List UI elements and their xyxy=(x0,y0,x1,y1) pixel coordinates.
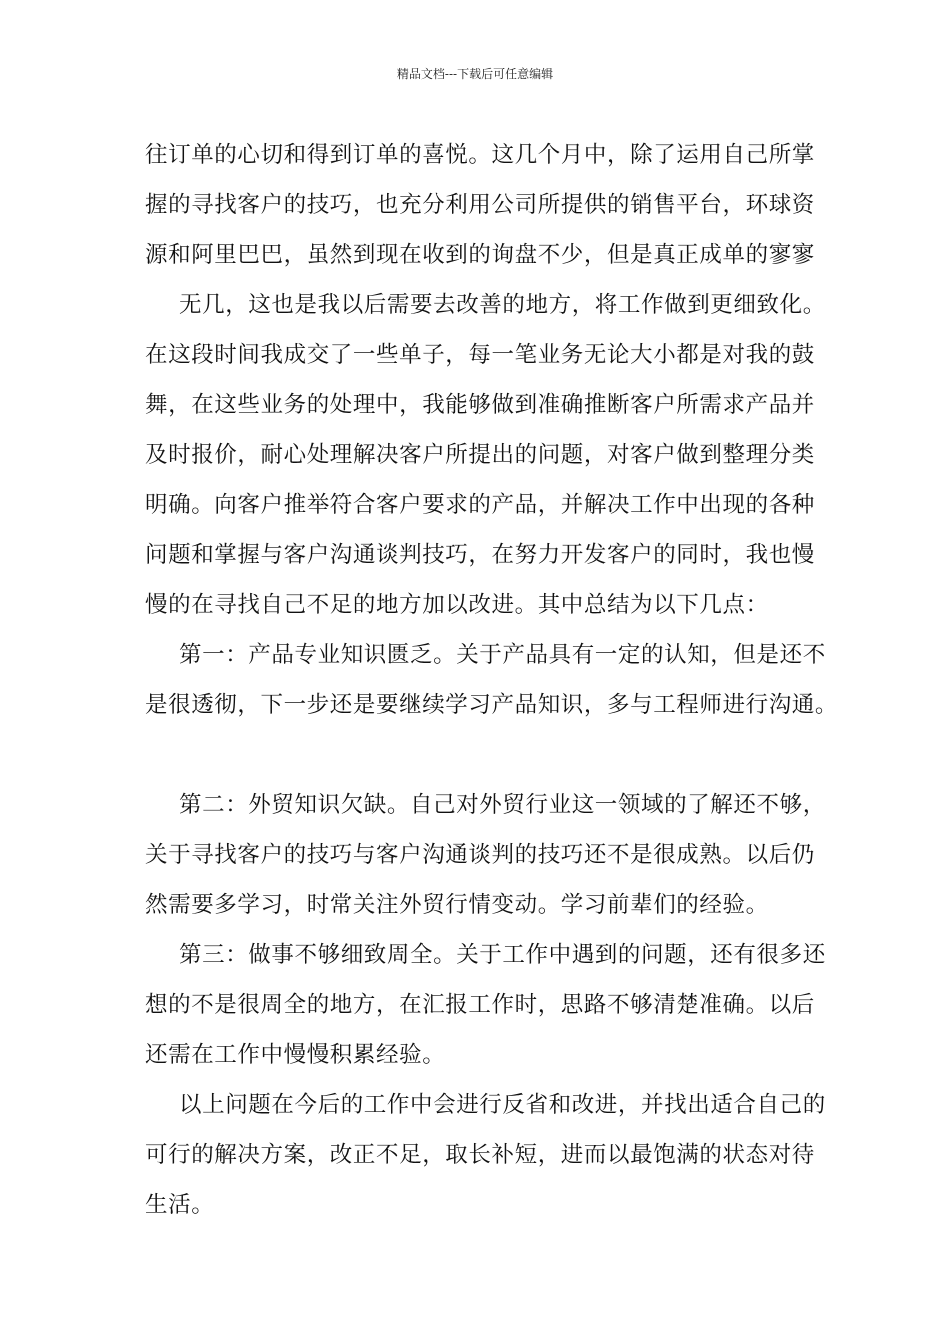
paragraph xyxy=(145,930,825,1080)
text-line: 可行的解决方案，改正不足，取长补短，进而以最饱满的状态对待 xyxy=(145,1142,815,1168)
text-line: 及时报价，耐心处理解决客户所提出的问题，对客户做到整理分类 xyxy=(145,442,815,468)
text-line: 往订单的心切和得到订单的喜悦。这几个月中，除了运用自己所掌 xyxy=(145,142,815,168)
paragraph xyxy=(145,280,825,630)
paragraph xyxy=(145,130,825,280)
text-line: 明确。向客户推举符合客户要求的产品，并解决工作中出现的各种 xyxy=(145,492,815,518)
text-line: 舞，在这些业务的处理中，我能够做到准确推断客户所需求产品并 xyxy=(145,392,815,418)
page-header: 精品文档---下载后可任意编辑 xyxy=(396,67,554,81)
paragraph xyxy=(145,1080,825,1230)
document-body xyxy=(145,130,839,1230)
text-line: 问题和掌握与客户沟通谈判技巧，在努力开发客户的同时，我也慢 xyxy=(145,542,815,568)
text-line: 关于寻找客户的技巧与客户沟通谈判的技巧还不是很成熟。以后仍 xyxy=(145,842,815,868)
text-line: 还需在工作中慢慢积累经验。 xyxy=(145,1042,446,1068)
text-line: 源和阿里巴巴，虽然到现在收到的询盘不少，但是真正成单的寥寥 xyxy=(145,242,815,268)
paragraph-gap xyxy=(145,730,825,780)
text-line: 在这段时间我成交了一些单子，每一笔业务无论大小都是对我的鼓 xyxy=(145,342,815,368)
text-line: 慢的在寻找自己不足的地方加以改进。其中总结为以下几点： xyxy=(145,592,769,618)
text-line: 然需要多学习，时常关注外贸行情变动。学习前辈们的经验。 xyxy=(145,892,769,918)
text-line: 以上问题在今后的工作中会进行反省和改进，并找出适合自己的 xyxy=(179,1092,826,1118)
text-line: 第二：外贸知识欠缺。自己对外贸行业这一领域的了解还不够， xyxy=(179,792,826,818)
text-line: 握的寻找客户的技巧，也充分利用公司所提供的销售平台，环球资 xyxy=(145,192,815,218)
text-line: 第三：做事不够细致周全。关于工作中遇到的问题，还有很多还 xyxy=(179,942,826,968)
text-line: 是很透彻，下一步还是要继续学习产品知识，多与工程师进行沟通。 xyxy=(145,692,839,718)
text-line: 想的不是很周全的地方，在汇报工作时，思路不够清楚准确。以后 xyxy=(145,992,815,1018)
paragraph xyxy=(145,780,825,930)
text-line: 无几，这也是我以后需要去改善的地方，将工作做到更细致化。 xyxy=(179,292,826,318)
text-line: 第一：产品专业知识匮乏。关于产品具有一定的认知，但是还不 xyxy=(179,642,826,668)
text-line: 生活。 xyxy=(145,1192,215,1218)
paragraph xyxy=(145,630,839,730)
